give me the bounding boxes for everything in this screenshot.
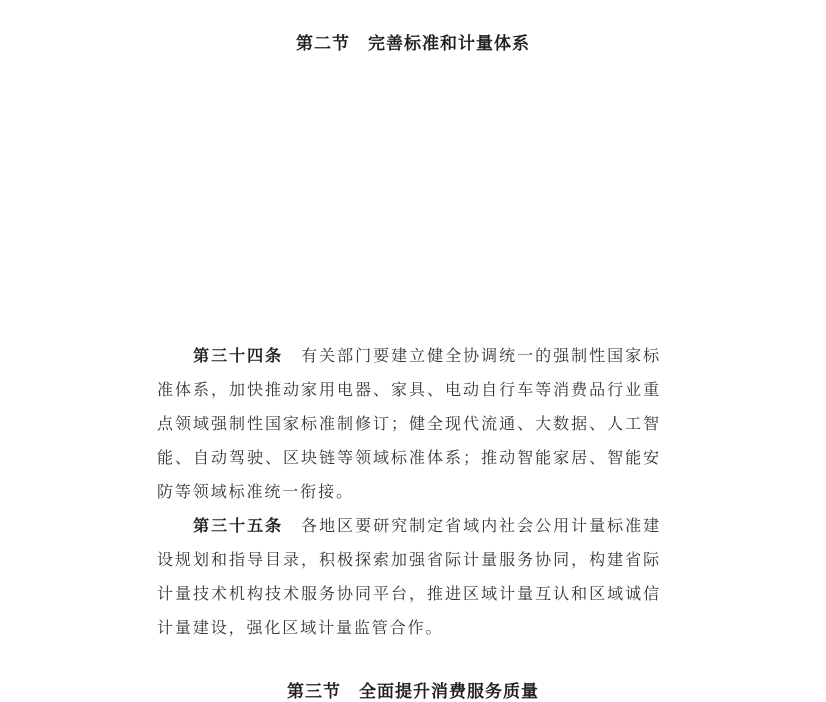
section-heading-2: 第二节 完善标准和计量体系 [296,34,530,54]
section-heading-3: 第三节 全面提升消费服务质量 [287,682,539,702]
article-number: 第三十五条 [193,516,284,535]
article-text: 有关部门要建立健全协调统一的强制性国家标准体系，加快推动家用电器、家具、电动自行车等消费品行业重点领域强制性国家标准制修订；健全现代流通、大数据、人工智能、自动驾驶、区块链等领域标准体系；推动智能家居、智能安防等领域标准统一衔接。 [157,346,661,501]
article-number: 第三十四条 [193,346,284,365]
article-text: 各地区要研究制定省域内社会公用计量标准建设规划和指导目录，积极探索加强省际计量服务协同，构建省际计量技术机构技术服务协同平台，推进区域计量互认和区域诚信计量建设，强化区域计量监管合作。 [157,516,661,637]
article-34 [157,339,661,509]
article-35 [157,509,661,645]
